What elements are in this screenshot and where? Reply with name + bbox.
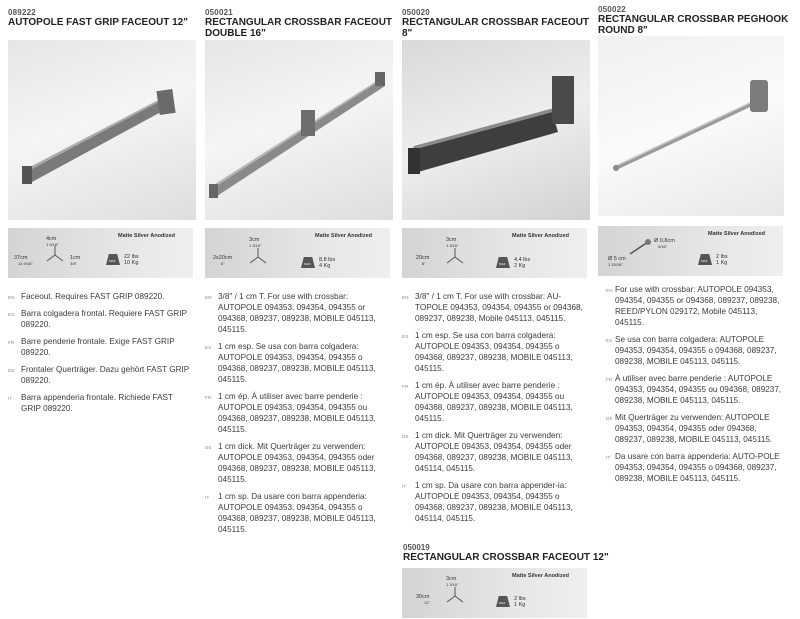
dimension-length-imperial: 14 9/16" [18,261,33,266]
description-list [606,284,786,490]
language-code: ES [606,338,613,343]
max-weight-lbs: 4.4 lbs [514,257,531,263]
dimension-length: 2x20cm [213,255,233,261]
dimension-axes-icon [46,246,64,264]
description-text: Barra appenderia frontale. Richiede FAST GRIP 089220. [21,393,173,413]
dimension-diameter: Ø 0,8cm [654,238,675,244]
language-code: EN [205,295,212,300]
product-photo [598,36,784,216]
description-text: 1 cm sp. Da usare con barra appenderia: AUTOPOLE 094353, 094354, 094355 o 094368, 089237, 089238, MOBILE 045113, 045115. [218,492,376,534]
language-code: DE [402,434,409,439]
product-050020 [402,0,590,39]
description-es [205,341,387,385]
description-es [606,334,786,367]
description-text: Mit Querträger zu verwenden: AUTOPOLE 094353, 094354, 094355 oder 094368, 089237, 089238, MOBILE 045113, 045115. [615,413,773,444]
description-de [8,364,190,386]
language-code: EN [402,295,409,300]
max-weight-lbs: 2 lbs [716,254,728,260]
description-list [402,291,584,524]
product-title: RECTANGULAR CROSSBAR PEGHOOK ROUND 8" [598,14,789,36]
dimension-height: 4cm [46,236,57,242]
language-code: ES [8,312,15,317]
product-050022 [598,0,798,36]
product-sku: 050022 [598,5,626,14]
product-photo [402,40,590,220]
finish-label: Matte Silver Anodized [708,231,765,237]
dimension-length: 20cm [416,255,430,261]
max-weight-lbs: 22 lbs [124,254,139,260]
product-sku: 050021 [205,8,233,17]
finish-label: Matte Silver Anodized [512,233,569,239]
max-weight-icon [301,257,315,268]
dimension-width-imperial: 3/8" [70,261,77,266]
description-de [205,441,387,485]
spec-box [8,228,193,278]
description-de [402,430,584,474]
max-weight-kg: 1 Kg [514,602,526,608]
description-text: 3/8" / 1 cm T. For use with crossbar: AU-TOPOLE 094353, 094354, 094355 or 094368, 089237, 089238, Mobile 045113, 045115. [415,292,583,323]
spec-box [402,568,587,618]
max-weight-icon [496,596,510,607]
description-text: Barre penderie frontale. Exige FAST GRIP 089220. [21,337,175,357]
dimension-axes-icon [249,248,267,266]
description-text: 1 cm ép. À utiliser avec barre penderie : AUTOPOLE 094353, 094354, 094355 ou 094368, 089237, 089238, MOBILE 045113, 045115. [415,381,573,423]
description-text: À utiliser avec barre penderie : AUTOPOLE 094353, 094354, 094355 ou 094368, 089237, 089238, MOBILE 045113, 045115. [615,374,782,405]
description-it [606,451,786,484]
max-weight-icon [698,254,712,265]
description-it [8,392,190,414]
description-text: Barra colgadera frontal. Requiere FAST GRIP 089220. [21,309,187,329]
max-weight-icon [496,257,510,268]
description-de [606,412,786,445]
dimension-length: 37cm [14,255,28,261]
product-089222 [8,0,196,28]
description-fr [402,380,584,424]
spec-box [402,228,587,278]
language-code: IT [402,484,407,489]
dimension-width: 1cm [70,255,81,261]
dimension-axes-icon [446,248,464,266]
description-text: 1 cm esp. Se usa con barra colgadera: AUTOPOLE 094353, 094354, 094355 o 094368, 089237, 089238, MOBILE 045113, 045115. [218,342,376,384]
max-weight-kg: 4 Kg [319,263,331,269]
max-weight-lbs: 8.8 lbs [319,257,336,263]
description-it [402,480,584,524]
language-code: FR [8,340,15,345]
description-text: 1 cm dick. Mit Querträger zu verwenden: AUTOPOLE 094353, 094354, 094355 oder 094368, 089237, 089238, MOBILE 045113, 045115. [218,442,376,484]
language-code: IT [205,495,210,500]
description-text: For use with crossbar: AUTOPOLE 094353, 094354, 094355 or 094368, 089237, 089238, REED/PYLON 029172, Mobile 045113, 045115. [615,285,780,327]
description-en [606,284,786,328]
dimension-length-imperial: 8" [422,261,426,266]
product-sku: 089222 [8,8,36,17]
product-title: RECTANGULAR CROSSBAR FACEOUT 12" [403,552,609,563]
product-title: AUTOPOLE FAST GRIP FACEOUT 12" [8,17,188,28]
language-code: FR [402,384,409,389]
dimension-diameter-imperial: 5/16" [658,244,668,249]
language-code: IT [606,455,611,460]
dimension-height: 3cm [446,237,457,243]
dimension-height-imperial: 1 3/16" [249,243,262,248]
max-weight-lbs: 2 lbs [514,596,526,602]
description-text: 1 cm esp. Se usa con barra colgadera: AUTOPOLE 094353, 094354, 094355 o 094368, 089237, 089238, MOBILE 045113, 045115. [415,331,573,373]
product-title: RECTANGULAR CROSSBAR FACEOUT 8" [402,17,590,39]
description-text: 3/8" / 1 cm T. For use with crossbar: AUTOPOLE 094353, 094354, 094355 or 094368, 089237, 089238, MOBILE 045113, 045115. [218,292,376,334]
dimension-height-imperial: 1 3/16" [446,582,459,587]
dimension-height: 3cm [249,237,260,243]
language-code: FR [606,377,613,382]
description-text: Da usare con barra appenderia: AUTO-POLE 094353, 094354, 094355 o 094368, 089237, 089238, MOBILE 045113, 045115. [615,452,780,483]
dimension-end-diameter-imperial: 1 15/16" [608,262,623,267]
dimension-length: 30cm [416,594,430,600]
dimension-end-diameter: Ø 5 cm [608,256,626,262]
finish-label: Matte Silver Anodized [118,233,175,239]
product-sku: 050019 [403,543,430,552]
description-fr [8,336,190,358]
description-fr [606,373,786,406]
max-weight-kg: 1 Kg [716,260,728,266]
language-code: DE [606,416,613,421]
language-code: ES [402,334,409,339]
dimension-height-imperial: 1 9/16" [46,242,59,247]
description-en [8,291,190,302]
product-photo [205,40,393,220]
dimension-length-imperial: 8" [221,261,225,266]
product-photo [8,40,196,220]
description-es [402,330,584,374]
description-en [205,291,387,335]
description-text: 1 cm sp. Da usare con barra appender-ia: AUTOPOLE 094353, 094354, 094355 o 094368, 089237, 089238, MOBILE 045113, 045114, 045115. [415,481,573,523]
product-050021 [205,0,393,39]
spec-box [598,226,783,276]
finish-label: Matte Silver Anodized [315,233,372,239]
description-es [8,308,190,330]
description-text: 1 cm dick. Mit Querträger zu verwenden: AUTOPOLE 094353, 094354, 094355 oder 094368, 089237, 089238, MOBILE 045113, 045114, 045115. [415,431,573,473]
max-weight-kg: 2 Kg [514,263,526,269]
finish-label: Matte Silver Anodized [512,573,569,579]
language-code: DE [8,368,15,373]
description-text: Se usa con barra colgadera: AUTOPOLE 094353, 094354, 094355 o 094368, 089237, 089238, MOBILE 045113, 045115. [615,335,777,366]
description-text: Frontaler Querträger. Dazu gehört FAST GRIP 089220. [21,365,190,385]
language-code: ES [205,345,212,350]
description-list [8,291,190,420]
peghook-end-icon [628,236,652,256]
product-sku: 050020 [402,8,430,17]
spec-box [205,228,390,278]
description-it [205,491,387,535]
description-en [402,291,584,324]
description-text: 1 cm ép. À utiliser avec barre penderie : AUTOPOLE 094353, 094354, 094355 ou 094368, 089237, 089238, MOBILE 045113, 045115. [218,392,376,434]
description-text: Faceout. Requires FAST GRIP 089220. [21,292,165,301]
dimension-length-imperial: 12" [424,600,430,605]
language-code: FR [205,395,212,400]
product-title: RECTANGULAR CROSSBAR FACEOUT DOUBLE 16" [205,17,393,39]
dimension-height-imperial: 1 3/16" [446,243,459,248]
dimension-axes-icon [446,587,464,605]
language-code: IT [8,396,13,401]
language-code: EN [8,295,15,300]
description-list [205,291,387,541]
language-code: EN [606,288,613,293]
language-code: DE [205,445,212,450]
max-weight-icon [106,254,120,265]
dimension-height: 3cm [446,576,457,582]
max-weight-kg: 10 Kg [124,260,139,266]
description-fr [205,391,387,435]
